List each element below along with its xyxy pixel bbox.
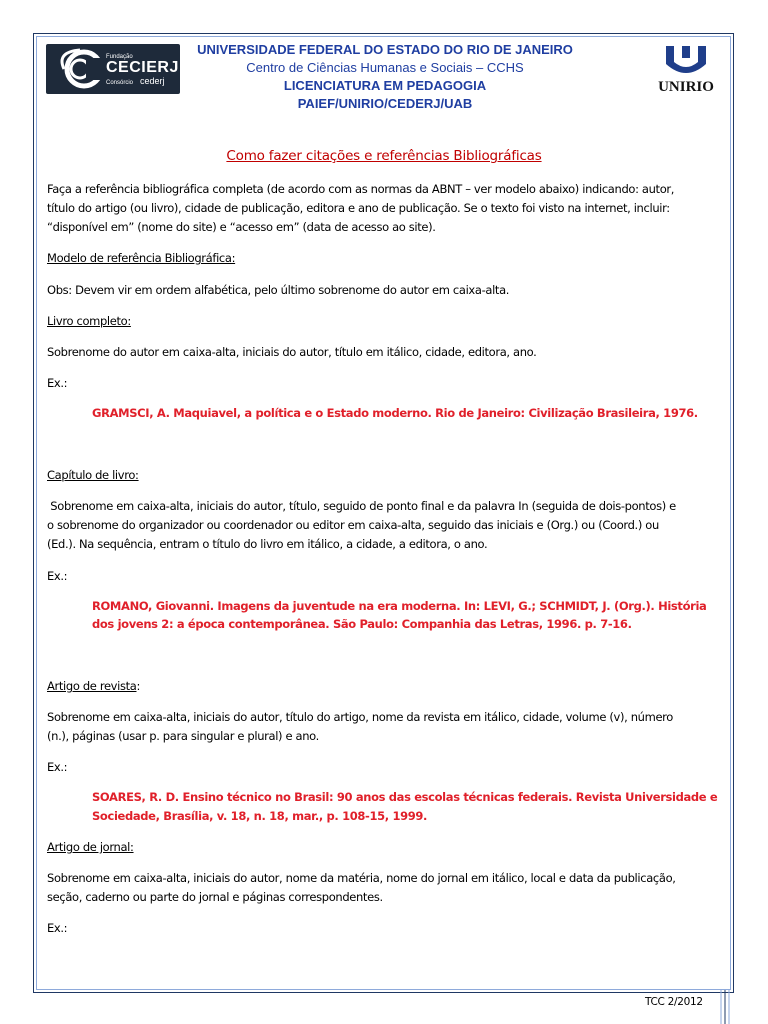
obs-text: Obs: Devem vir em ordem alfabética, pelo último sobrenome do autor em caixa-alta. <box>47 283 510 297</box>
document-title: Como fazer citações e referências Bibliográficas <box>226 148 542 164</box>
section-heading-book: Livro completo: <box>47 314 131 328</box>
cecierj-logo <box>46 44 180 94</box>
section-body-line: o sobrenome do organizador ou coordenador ou editor em caixa-alta, seguido das iniciais e (Org.) ou (Coord.) ou <box>47 518 659 532</box>
example-reference: GRAMSCI, A. Maquiavel, a política e o Estado moderno. Rio de Janeiro: Civilização Brasileira, 1976. <box>92 406 698 420</box>
section-body-line: seção, caderno ou parte do jornal e páginas correspondentes. <box>47 890 383 904</box>
unirio-logo <box>652 42 720 98</box>
example-label: Ex.: <box>47 376 68 390</box>
section-heading-magazine-colon: : <box>136 679 141 693</box>
intro-line: título do artigo (ou livro), cidade de publicação, editora e ano de publicação. Se o texto foi visto na internet, incluir: <box>47 201 670 215</box>
section-heading-chapter: Capítulo de livro: <box>47 468 139 482</box>
example-reference: dos jovens 2: a época contemporânea. São Paulo: Companhia das Letras, 1996. p. 7-16. <box>92 617 632 631</box>
unirio-emblem-icon <box>652 42 720 80</box>
header-course: LICENCIATURA EM PEDAGOGIA <box>283 78 487 93</box>
section-body-line: Sobrenome em caixa-alta, iniciais do autor, título, seguido de ponto final e da palavra In (seguida de dois-pontos) e <box>47 499 676 513</box>
cecierj-name: CECIERJ <box>106 59 179 76</box>
example-label: Ex.: <box>47 760 68 774</box>
section-body-line: Sobrenome em caixa-alta, iniciais do autor, título do artigo, nome da revista em itálico, cidade, volume (v), número <box>47 710 673 724</box>
header-university: UNIVERSIDADE FEDERAL DO ESTADO DO RIO DE JANEIRO <box>197 42 573 57</box>
page-footer: TCC 2/2012 <box>645 996 703 1008</box>
section-heading-newspaper: Artigo de jornal: <box>47 840 134 854</box>
header-center: Centro de Ciências Humanas e Sociais – CCHS <box>246 60 524 75</box>
header-program: PAIEF/UNIRIO/CEDERJ/UAB <box>297 96 473 111</box>
footer-marks-icon <box>719 990 733 1024</box>
intro-line: “disponível em” (nome do site) e “acesso em” (data de acesso ao site). <box>47 220 436 234</box>
example-reference: SOARES, R. D. Ensino técnico no Brasil: 90 anos das escolas técnicas federais. Revista Universidade e <box>92 790 718 804</box>
example-reference: ROMANO, Giovanni. Imagens da juventude na era moderna. In: LEVI, G.; SCHMIDT, J. (Org.). História <box>92 599 707 613</box>
intro-line: Faça a referência bibliográfica completa (de acordo com as normas da ABNT – ver modelo abaixo) indicando: autor, <box>47 182 675 196</box>
section-body-line: (n.), páginas (usar p. para singular e plural) e ano. <box>47 729 319 743</box>
section-body-line: (Ed.). Na sequência, entram o título do livro em itálico, a cidade, a editora, o ano. <box>47 537 488 551</box>
example-label: Ex.: <box>47 569 68 583</box>
cecierj-bottom-text: Consórcio <box>106 80 134 86</box>
cecierj-sub: cederj <box>140 76 165 86</box>
section-body-line: Sobrenome em caixa-alta, iniciais do autor, nome da matéria, nome do jornal em itálico, local e data da publicação, <box>47 871 676 885</box>
section-body-line: Sobrenome do autor em caixa-alta, iniciais do autor, título em itálico, cidade, editora, ano. <box>47 345 537 359</box>
section-heading-magazine <box>47 677 721 697</box>
example-label: Ex.: <box>47 921 68 935</box>
example-reference: Sociedade, Brasília, v. 18, n. 18, mar., p. 108-15, 1999. <box>92 809 428 823</box>
model-heading: Modelo de referência Bibliográfica: <box>47 251 236 265</box>
unirio-wordmark: UNIRIO <box>658 79 714 95</box>
institution-header <box>190 41 580 113</box>
section-heading-magazine-text: Artigo de revista <box>47 679 137 693</box>
cecierj-top-text: Fundação <box>106 54 133 60</box>
